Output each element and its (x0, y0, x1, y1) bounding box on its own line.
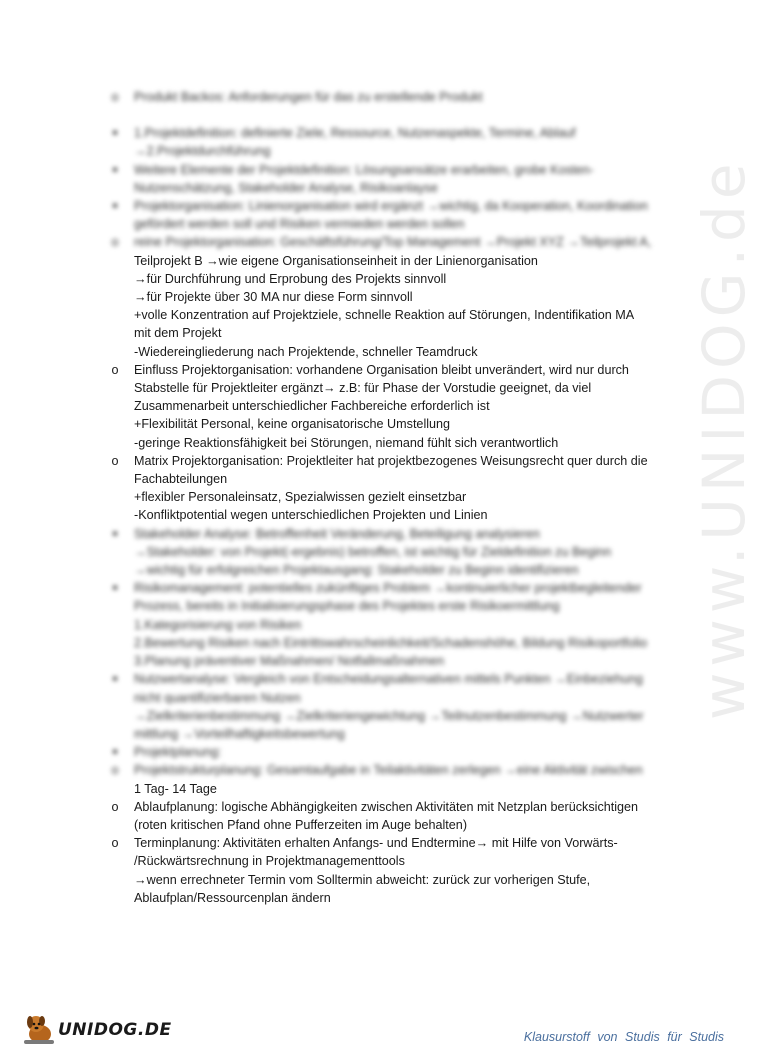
square-bullet-icon: ■ (112, 128, 118, 138)
section-line: +volle Konzentration auf Projektziele, schnelle Reaktion auf Störungen, Indentifikation MA (134, 308, 635, 323)
list-item-line: Produkt Backos: Anforderungen für das zu erstellende Produkt (134, 90, 483, 104)
unidog-logo (22, 1010, 172, 1050)
square-bullet-icon: ■ (112, 583, 118, 593)
bullet-list-planung (108, 798, 668, 907)
section-line: mit dem Projekt (134, 326, 222, 341)
circle-bullet-icon: o (111, 90, 119, 104)
list-item-line: Stabstelle für Projektleiter ergänzt→ z.B: für Phase der Vorstudie geeignet, da viel (134, 381, 592, 396)
section-line: -Wiedereingliederung nach Projektende, schneller Teamdruck (134, 344, 478, 359)
square-bullet-icon: ■ (112, 674, 118, 684)
circle-bullet-icon: o (111, 362, 119, 377)
list-item (108, 88, 668, 106)
circle-bullet-icon: o (111, 235, 119, 250)
list-item-line: -Konfliktpotential wegen unterschiedlichen Projekten und Linien (134, 508, 488, 523)
list-item (108, 361, 668, 452)
list-item-line: Projektplanung: (134, 745, 222, 760)
list-item (108, 161, 668, 197)
section-projektstrukturplanung (108, 780, 668, 798)
list-item-line: Matrix Projektorganisation: Projektleiter hat projektbezogenes Weisungsrecht quer durch die (134, 453, 648, 468)
list-item (108, 743, 668, 761)
list-item-line: Ablaufplan/Ressourcenplan ändern (134, 890, 331, 905)
bullet-list-organisation (108, 361, 668, 525)
section-tail-line: Teilprojekt B →wie eigene Organisationseinheit in der Linienorganisation (134, 253, 538, 268)
list-item-line: /Rückwärtsrechnung in Projektmanagementtools (134, 854, 405, 869)
list-item-line: reine Projektorganisation: Geschäftsführung/Top Management →Projekt XYZ →Teilprojekt A, (134, 235, 652, 250)
list-item (108, 233, 668, 251)
list-item-line: Projektorganisation: Linienorganisation wird ergänzt →wichtig, da Kooperation, Koordination (134, 199, 648, 214)
list-item-line: →wenn errechneter Termin vom Solltermin abweicht: zurück zur vorherigen Stufe, (134, 872, 591, 887)
list-item-line: →wichtig für erfolgreichen Projektausgang: Stakeholder zu Beginn identifizieren (134, 563, 579, 578)
list-item-line: Weitere Elemente der Projektdefinition: Lösungsansätze erarbeiten, grobe Kosten- (134, 162, 594, 177)
circle-bullet-icon: o (111, 763, 119, 778)
watermark-text: www.UNIDOG.de (690, 157, 758, 720)
list-item (108, 670, 668, 743)
list-item-line: Einfluss Projektorganisation: vorhandene Organisation bleibt unverändert, wird nur durch (134, 362, 629, 377)
list-item-line: nicht quantifizierbaren Nutzen (134, 690, 301, 705)
square-bullet-icon: ■ (112, 164, 118, 174)
list-item-line: 1.Kategorisierung von Risiken (134, 617, 302, 632)
section-reine-projektorganisation (108, 252, 668, 361)
square-bullet-icon: ■ (112, 201, 118, 211)
list-item-line: (roten kritischen Pfand ohne Pufferzeiten im Auge behalten) (134, 817, 468, 832)
list-item-line: mittlung →Vorteilhaftigkeitsbewertung (134, 726, 345, 741)
circle-bullet-icon: o (111, 453, 119, 468)
list-item-line: 3.Planung präventiver Maßnahmen/ Notfallmaßnahmen (134, 654, 445, 669)
list-item-line: Projektstrukturplanung: Gesamtaufgabe in Teilaktivitäten zerlegen →eine Aktivität zwischen (134, 763, 643, 778)
section-line: →für Durchführung und Erprobung des Projekts sinnvoll (134, 271, 447, 286)
list-item (108, 124, 668, 160)
list-item-line: +Flexibilität Personal, keine organisatorische Umstellung (134, 417, 451, 432)
blurred-section-top (108, 88, 668, 252)
list-item-line: gefördert werden soll und Risiken vermieden werden sollen (134, 217, 465, 232)
section-tail-line: 1 Tag- 14 Tage (134, 781, 217, 796)
spacer (108, 106, 668, 124)
document-body (108, 88, 668, 907)
section-line: →für Projekte über 30 MA nur diese Form sinnvoll (134, 290, 413, 305)
list-item (108, 798, 668, 834)
list-item (108, 452, 668, 525)
list-item-line: 2.Bewertung Risiken nach Eintrittswahrscheinlichkeit/Schadenshöhe, Bildung Risikoportfolio (134, 635, 648, 650)
list-item (108, 525, 668, 580)
list-item-line: Risikomanagement: potentielles zukünftiges Problem →kontinuierlicher projektbegleitender (134, 581, 642, 596)
list-item (108, 834, 668, 907)
square-bullet-icon: ■ (112, 528, 118, 538)
list-item-line: +flexibler Personaleinsatz, Spezialwissen gezielt einsetzbar (134, 490, 467, 505)
square-bullet-icon: ■ (112, 747, 118, 757)
list-item-line: 1.Projektdefinition: definierte Ziele, Ressource, Nutzenaspekte, Termine, Ablauf (134, 126, 576, 141)
list-item (108, 579, 668, 670)
list-item-line: →Zielkriterienbestimmung →Zielkriteriengewichtung →Teilnutzenbestimmung →Nutzwerter (134, 708, 644, 723)
list-item-line: →Stakeholder: von Projekt(-ergebnis) betroffen, ist wichtig für Zieldefinition zu Beginn (134, 544, 612, 559)
list-item-line: Nutzwertanalyse: Vergleich von Entscheidungsalternativen mittels Punkten →Einbeziehung (134, 672, 643, 687)
circle-bullet-icon: o (111, 799, 119, 814)
list-item-line: -geringe Reaktionsfähigkeit bei Störungen, niemand fühlt sich verantwortlich (134, 435, 559, 450)
list-item-line: Prozess, bereits in Initialisierungsphase des Projektes erste Risikoermittlung (134, 599, 560, 614)
list-item-line: Terminplanung: Aktivitäten erhalten Anfangs- und Endtermine→ mit Hilfe von Vorwärts- (134, 836, 618, 851)
footer-slogan: Klausurstoff von Studis für Studis (523, 1030, 724, 1044)
list-item-line: Ablaufplanung: logische Abhängigkeiten zwischen Aktivitäten mit Netzplan berücksichtigen (134, 799, 639, 814)
dog-icon (22, 1010, 62, 1050)
logo-text: UNIDOG.DE (58, 1020, 172, 1040)
blurred-section-middle (108, 525, 668, 780)
list-item-line: Stakeholder Analyse: Betroffenheit Veränderung, Beteiligung analysieren (134, 526, 540, 541)
circle-bullet-icon: o (111, 836, 119, 851)
list-item-line: Nutzenschätzung, Stakeholder Analyse, Risikoanlayse (134, 180, 438, 195)
list-item-line: Fachabteilungen (134, 472, 228, 487)
list-item-line: Zusammenarbeit unterschiedlicher Fachbereiche erforderlich ist (134, 399, 490, 414)
list-item (108, 761, 668, 779)
list-item-line: →2.Projektdurchführung (134, 144, 271, 159)
list-item (108, 197, 668, 233)
